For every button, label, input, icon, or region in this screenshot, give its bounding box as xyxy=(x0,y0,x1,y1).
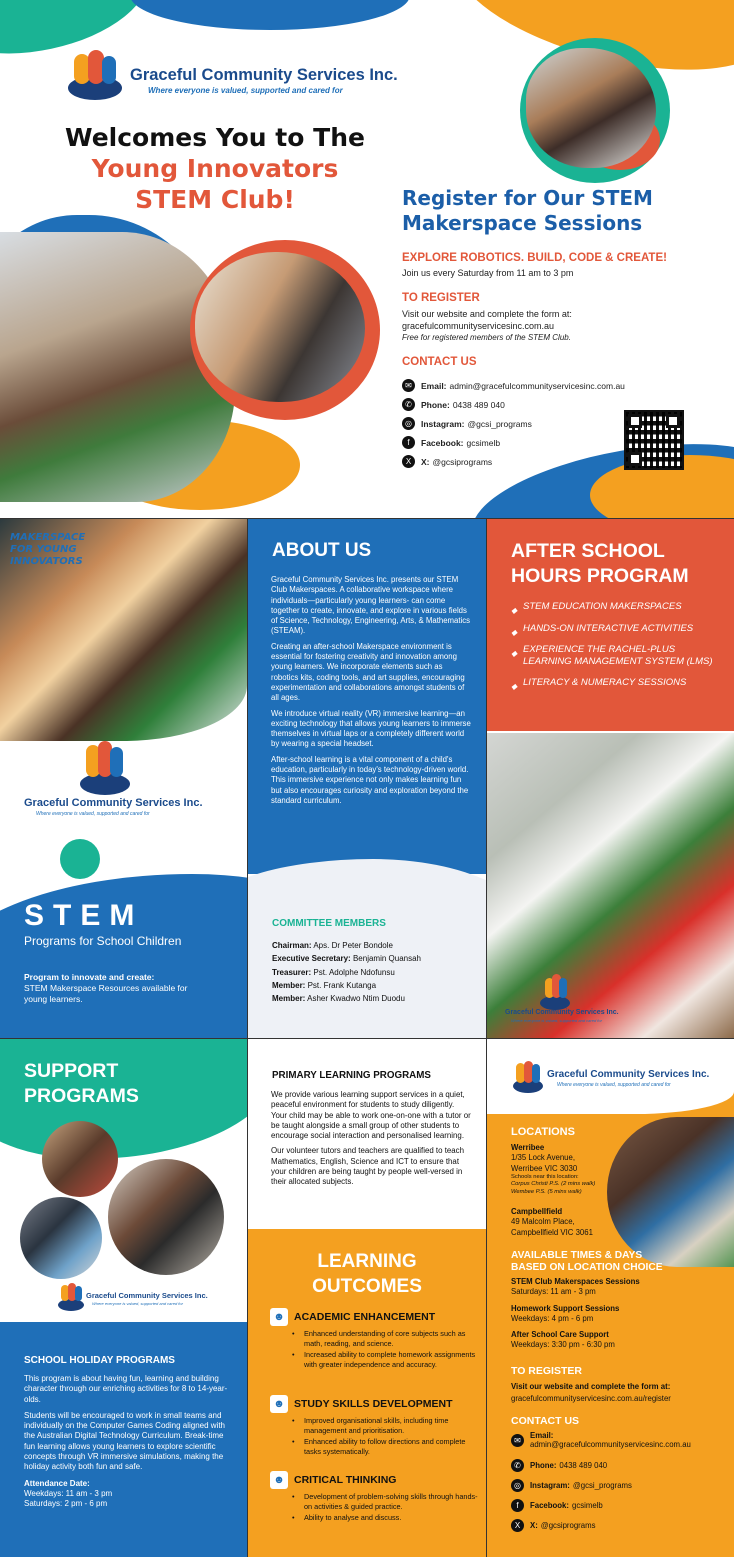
after-school-heading xyxy=(511,539,689,589)
outcomes-heading xyxy=(248,1249,486,1299)
phone-icon: ✆ xyxy=(511,1459,524,1472)
x-icon: X xyxy=(402,455,415,468)
contact-facebook-row[interactable] xyxy=(402,433,642,452)
committee-role: Executive Secretary: xyxy=(272,954,351,964)
outcome-bullet: • Development of problem-solving skills through hands-on activities & guided practice. xyxy=(292,1492,480,1511)
locations-logo-name: Graceful Community Services Inc. xyxy=(547,1069,710,1080)
session-item xyxy=(511,1277,721,1298)
top-right-photo-classroom xyxy=(526,48,656,168)
program-text: STEM Makerspace Resources available for young learners. xyxy=(24,983,188,1004)
contact-x-label: X: xyxy=(421,456,430,467)
after-school-logo-name: Graceful Community Services Inc. xyxy=(505,1009,619,1016)
to-register-heading: TO REGISTER xyxy=(402,292,480,304)
locations-phone-value[interactable]: 0438 489 040 xyxy=(559,1460,608,1470)
locations-contact-list xyxy=(511,1431,731,1535)
register-free-note: Free for registered members of the STEM Club. xyxy=(402,333,571,342)
primary-panel xyxy=(248,1039,486,1557)
locations-photo xyxy=(607,1117,734,1267)
top-section xyxy=(0,0,734,518)
outcome-bullet: • Improved organisational skills, including time management and prioritisation. xyxy=(292,1416,480,1435)
committee-name: Asher Kwadwo Ntim Duodu xyxy=(307,994,405,1004)
contact-phone-label: Phone: xyxy=(421,399,450,410)
locations-instagram-label: Instagram: xyxy=(530,1480,570,1490)
welcome-line-3: STEM Club! xyxy=(135,185,295,214)
times-heading-line-2: BASED ON LOCATION CHOICE xyxy=(511,1262,663,1273)
locations-register-text: Visit our website and complete the form at: xyxy=(511,1382,671,1391)
primary-body xyxy=(271,1090,471,1188)
committee-name: Pst. Adolphe Ndofunsu xyxy=(313,967,395,977)
committee-name: Pst. Frank Kutanga xyxy=(307,980,377,990)
attendance-heading: Attendance Date: xyxy=(24,1478,90,1488)
contact-email-label: Email: xyxy=(421,380,447,391)
locations-facebook-row[interactable] xyxy=(511,1495,731,1515)
primary-heading: PRIMARY LEARNING PROGRAMS xyxy=(272,1070,431,1081)
about-paragraph-1: Graceful Community Services Inc. presents our STEM Club Makerspaces. A collaborative workspace where individuals—particularly young learners- can come together to create, innovate, and explore in various fields of Science, Technology, Engineering, Arts, & Mathematics (STEAM). xyxy=(271,575,471,636)
locations-instagram-value[interactable]: @gcsi_programs xyxy=(572,1480,632,1490)
locations-contact-heading: CONTACT US xyxy=(511,1415,580,1427)
outcome-bullet: • Ability to analyse and discuss. xyxy=(292,1513,480,1523)
locations-email-label: Email: xyxy=(530,1431,554,1440)
times-heading xyxy=(511,1250,663,1274)
contact-phone-row[interactable] xyxy=(402,395,642,414)
holiday-paragraph-2: Students will be encouraged to work in small teams and individually on the Computer Games Coding aligned with the Australian Digital Technology Curriculum. Break-time fun learning allows young learners to explore scientific concepts through VR immersive simulations, making the holiday activity both fun and safe. xyxy=(24,1410,225,1472)
primary-paragraph-1: We provide various learning support services in a quiet, peaceful environment for students to study diligently. Your child may be able to work one-on-one with a tutor or be taught alongside a small group of other students to encourage social interaction and personalised learning. xyxy=(271,1090,471,1141)
support-logo-name: Graceful Community Services Inc. xyxy=(86,1291,208,1300)
about-panel xyxy=(248,519,486,1038)
divider-vertical-1 xyxy=(247,518,248,1557)
qr-code[interactable] xyxy=(624,410,684,470)
contact-phone-value[interactable]: 0438 489 040 xyxy=(452,399,505,410)
session-item xyxy=(511,1330,721,1351)
locations-x-label: X: xyxy=(530,1520,538,1530)
contact-instagram-row[interactable] xyxy=(402,414,642,433)
saturday-schedule: Join us every Saturday from 11 am to 3 pm xyxy=(402,268,574,278)
logo-figure-blue xyxy=(102,56,116,84)
session-item xyxy=(511,1304,721,1325)
locations-x-row[interactable] xyxy=(511,1515,731,1535)
primary-paragraph-2: Our volunteer tutors and teachers are qualified to teach Mathematics, English, Science and ICT to ensure that your children are being taught by people well-versed in their allocated subjects. xyxy=(271,1146,464,1187)
makerspace-tag-line-2: FOR YOUNG xyxy=(10,544,77,555)
facebook-icon: f xyxy=(511,1499,524,1512)
after-school-logo xyxy=(503,974,663,1026)
attendance-weekdays: Weekdays: 11 am - 3 pm xyxy=(24,1488,113,1498)
campbellfield-address-2: Campbellfield VIC 3061 xyxy=(511,1227,593,1237)
after-school-heading-line-1: AFTER SCHOOL xyxy=(511,540,665,562)
committee-member xyxy=(272,992,477,1005)
register-visit-text: Visit our website and complete the form at: xyxy=(402,309,572,319)
session-name: Homework Support Sessions xyxy=(511,1303,620,1313)
committee-member xyxy=(272,939,477,952)
contact-instagram-label: Instagram: xyxy=(421,418,465,429)
x-icon: X xyxy=(511,1519,524,1532)
support-panel xyxy=(0,1039,247,1557)
werribee-address-2: Werribee VIC 3030 xyxy=(511,1163,578,1173)
locations-facebook-value[interactable]: gcsimelb xyxy=(572,1500,603,1510)
session-time: Saturdays: 11 am - 3 pm xyxy=(511,1287,596,1297)
outcome-bullets xyxy=(292,1416,480,1456)
program-heading: Program to innovate and create: xyxy=(24,972,155,982)
session-time: Weekdays: 4 pm - 6 pm xyxy=(511,1313,594,1323)
contact-email-value[interactable]: admin@gracefulcommunityservicesinc.com.au xyxy=(449,380,625,391)
contact-facebook-label: Facebook: xyxy=(421,437,464,448)
divider-vertical-2 xyxy=(486,518,487,1557)
about-paragraph-3: We introduce virtual reality (VR) immersive learning—an exciting technology that allows young learners to immerse themselves in virtual laps or a completely different world by wearing a special headset. xyxy=(271,708,471,749)
logo-figure-blue xyxy=(532,1064,540,1083)
support-heading-line-2: PROGRAMS xyxy=(24,1085,139,1107)
times-heading-line-1: AVAILABLE TIMES & DAYS xyxy=(511,1250,643,1261)
locations-logo-tagline: Where everyone is valued, supported and cared for xyxy=(557,1082,671,1088)
instagram-icon: ◎ xyxy=(511,1479,524,1492)
werribee-school-2: Wembee P.S. (5 mins walk) xyxy=(511,1188,582,1195)
locations-instagram-row[interactable] xyxy=(511,1475,731,1495)
contact-x-row[interactable] xyxy=(402,452,642,471)
email-icon: ✉ xyxy=(511,1434,524,1447)
support-photo-3 xyxy=(108,1159,224,1275)
about-heading: ABOUT US xyxy=(272,540,372,561)
locations-register-url[interactable]: gracefulcommunityservicesinc.com.au/register xyxy=(511,1394,671,1403)
phone-icon: ✆ xyxy=(402,398,415,411)
contact-facebook-value[interactable]: gcsimelb xyxy=(466,437,501,448)
outcome-bullet: • Enhanced understanding of core subjects such as math, reading, and science. xyxy=(292,1329,480,1348)
committee-role: Treasurer: xyxy=(272,967,312,977)
outcome-title: CRITICAL THINKING xyxy=(294,1474,397,1486)
logo-figure-blue xyxy=(75,1286,82,1301)
student-icon: ☻ xyxy=(270,1395,288,1413)
facebook-icon: f xyxy=(402,436,415,449)
after-school-item: ◆ EXPERIENCE THE RACHEL-PLUS LEARNING MANAGEMENT SYSTEM (LMS) xyxy=(511,644,716,667)
outcomes-heading-line-2: OUTCOMES xyxy=(312,1276,422,1297)
after-school-panel xyxy=(487,519,734,1038)
committee-member xyxy=(272,966,477,979)
holiday-paragraph-1: This program is about having fun, learning and building character through our enriching activities for 8 to 14-year-olds. xyxy=(24,1374,228,1404)
locations-x-value[interactable]: @gcsiprograms xyxy=(540,1520,596,1530)
makerspace-logo xyxy=(24,741,220,831)
contact-list xyxy=(402,376,642,471)
outcome-bullets xyxy=(292,1329,480,1369)
holiday-heading: SCHOOL HOLIDAY PROGRAMS xyxy=(24,1355,175,1366)
outcome-section xyxy=(270,1395,480,1456)
contact-email-row[interactable] xyxy=(402,376,642,395)
brand-logo xyxy=(68,50,398,106)
contact-x-value[interactable]: @gcsiprograms xyxy=(432,456,493,467)
locations-email-value[interactable]: admin@gracefulcommunityservicesinc.com.au xyxy=(530,1440,691,1449)
makerspace-logo-name: Graceful Community Services Inc. xyxy=(24,797,203,809)
makerspace-logo-tagline: Where everyone is valued, supported and cared for xyxy=(36,811,150,817)
teal-dot xyxy=(60,839,100,879)
locations-email-row[interactable] xyxy=(511,1431,731,1449)
makerspace-tag-line-3: INNOVATORS xyxy=(10,556,83,567)
student-icon: ☻ xyxy=(270,1308,288,1326)
committee-name: Aps. Dr Peter Bondole xyxy=(313,941,393,950)
outcome-title: ACADEMIC ENHANCEMENT xyxy=(294,1311,436,1323)
outcome-section xyxy=(270,1471,480,1523)
committee-heading: COMMITTEE MEMBERS xyxy=(272,918,386,929)
support-heading-line-1: SUPPORT xyxy=(24,1060,119,1082)
divider-horizontal-2 xyxy=(0,1038,734,1039)
locations-phone-label: Phone: xyxy=(530,1460,557,1470)
locations-heading: LOCATIONS xyxy=(511,1126,575,1138)
werribee-school-1: Corpus Christi P.S. (2 mins walk) xyxy=(511,1181,596,1188)
about-paragraph-4: After-school learning is a vital component of a child's education, particularly in today's technology-driven world. This immersive experience not only makes learning fun but also encourages curiosity and exploration beyond the standard curriculum. xyxy=(271,754,469,805)
contact-heading: CONTACT US xyxy=(402,356,477,368)
attendance-saturdays: Saturdays: 2 pm - 6 pm xyxy=(24,1499,108,1509)
welcome-line-1: Welcomes You to The xyxy=(65,123,365,152)
register-heading xyxy=(402,186,653,236)
stem-title: STEM xyxy=(24,899,144,932)
support-logo xyxy=(58,1283,238,1317)
brand-name: Graceful Community Services Inc. xyxy=(130,66,398,84)
locations-register-heading: TO REGISTER xyxy=(511,1365,582,1377)
support-photo-2 xyxy=(20,1197,102,1279)
support-logo-tagline: Where everyone is valued, supported and cared for xyxy=(92,1301,183,1306)
logo-base xyxy=(540,996,570,1010)
campbellfield-block xyxy=(511,1207,626,1238)
committee-role: Member: xyxy=(272,980,306,990)
campbellfield-name: Campbellfield xyxy=(511,1207,563,1216)
holiday-body xyxy=(24,1374,229,1510)
werribee-near-heading: Schools near this location: xyxy=(511,1173,579,1180)
after-school-item: ◆ HANDS-ON INTERACTIVE ACTIVITIES xyxy=(511,623,716,635)
logo-figure-blue xyxy=(559,978,567,998)
stem-subtitle: Programs for School Children xyxy=(24,934,182,948)
after-school-item: ◆ LITERACY & NUMERACY SESSIONS xyxy=(511,677,716,689)
hero-photo-coding xyxy=(195,252,365,402)
session-name: STEM Club Makerspaces Sessions xyxy=(511,1277,640,1286)
committee-role: Member: xyxy=(272,994,306,1004)
after-school-logo-tagline: Where everyone is valued, supported and cared for xyxy=(511,1018,602,1023)
sessions-list xyxy=(511,1277,721,1351)
logo-figure-blue xyxy=(110,747,123,777)
student-icon: ☻ xyxy=(270,1471,288,1489)
locations-facebook-label: Facebook: xyxy=(530,1500,569,1510)
locations-panel xyxy=(487,1039,734,1557)
after-school-heading-line-2: HOURS PROGRAM xyxy=(511,565,689,587)
contact-instagram-value[interactable]: @gcsi_programs xyxy=(467,418,532,429)
werribee-block xyxy=(511,1143,626,1196)
committee-role: Chairman: xyxy=(272,941,312,950)
makerspace-panel xyxy=(0,519,247,1038)
email-icon: ✉ xyxy=(402,379,415,392)
makerspace-tag xyxy=(10,532,85,568)
session-time: Weekdays: 3:30 pm - 6:30 pm xyxy=(511,1340,615,1350)
locations-phone-row[interactable] xyxy=(511,1455,731,1475)
outcome-section xyxy=(270,1308,480,1369)
outcome-title: STUDY SKILLS DEVELOPMENT xyxy=(294,1398,453,1410)
werribee-name: Werribee xyxy=(511,1143,545,1152)
about-body xyxy=(271,575,471,806)
blue-blob-top xyxy=(130,0,410,30)
register-heading-line-1: Register for Our STEM xyxy=(402,186,653,210)
support-photo-1 xyxy=(42,1121,118,1197)
makerspace-tag-line-1: MAKERSPACE xyxy=(10,532,86,543)
support-heading xyxy=(24,1059,139,1109)
about-paragraph-2: Creating an after-school Makerspace environment is essential for fostering creativity and innovation among young learners. We incorporate elements such as robotics kits, coding tools, and art supplies, encouraging experimentation and collaborations amongst students of all ages. xyxy=(271,641,465,703)
brand-tagline: Where everyone is valued, supported and cared for xyxy=(148,86,343,95)
outcome-bullets xyxy=(292,1492,480,1523)
werribee-address-1: 1/35 Lock Avenue, xyxy=(511,1153,576,1163)
welcome-line-2: Young Innovators xyxy=(91,154,339,183)
committee-list xyxy=(272,939,477,1005)
after-school-item: ◆ STEM EDUCATION MAKERSPACES xyxy=(511,601,716,613)
committee-member xyxy=(272,979,477,992)
campbellfield-address-1: 49 Malcolm Place, xyxy=(511,1217,575,1227)
instagram-icon: ◎ xyxy=(402,417,415,430)
outcomes-heading-line-1: LEARNING xyxy=(317,1251,417,1272)
register-url-link[interactable]: gracefulcommunityservicesinc.com.au xyxy=(402,321,555,331)
locations-logo xyxy=(513,1061,723,1101)
committee-name: Benjamin Quansah xyxy=(352,954,421,964)
outcome-bullet: • Enhanced ability to follow directions and complete tasks systematically. xyxy=(292,1437,480,1456)
welcome-heading xyxy=(40,122,390,215)
divider-horizontal-1 xyxy=(0,518,734,519)
outcome-bullet: • Increased ability to complete homework assignments with greater independence and accuracy. xyxy=(292,1350,480,1369)
committee-member xyxy=(272,952,477,965)
register-heading-line-2: Makerspace Sessions xyxy=(402,211,643,235)
session-name: After School Care Support xyxy=(511,1330,609,1340)
after-school-list xyxy=(511,601,716,689)
explore-tagline: EXPLORE ROBOTICS. BUILD, CODE & CREATE! xyxy=(402,252,667,264)
